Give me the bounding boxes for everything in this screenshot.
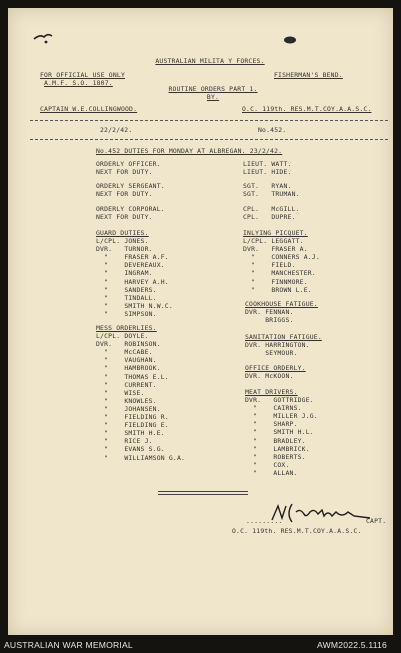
duty-assignee: CPL. McGILL. (243, 205, 300, 213)
list-item: DVR. McKOON. (245, 372, 294, 380)
list-item: " SIMPSON. (96, 309, 157, 318)
list-item: " JOHANSEN. (96, 404, 161, 413)
list-item: " HAMBROOK. (96, 364, 161, 373)
official-use-line: FOR OFFICIAL USE ONLY (40, 71, 125, 79)
location: FISHERMAN'S BEND. (274, 71, 343, 79)
list-item: " WILLIAMSON G.A. (96, 453, 186, 462)
list-item: " SMITH H.E. (96, 429, 165, 438)
list-item: " EVANS S.G. (96, 445, 165, 454)
list-item: L/CPL. DOYLE. (96, 332, 149, 340)
sanitation-title: SANITATION FATIGUE. (245, 333, 322, 341)
list-item: " MILLER J.G. (245, 412, 318, 421)
duty-assignee: CPL. DUPRE. (243, 213, 296, 221)
list-item: " VAUGHAN. (96, 356, 157, 365)
list-item: " WISE. (96, 388, 145, 397)
divider (30, 120, 388, 121)
list-item: DVR. HARRINGTON. (245, 341, 310, 349)
list-item: DVR. FRASER A. (243, 245, 308, 254)
list-item: " MANCHESTER. (243, 269, 316, 278)
list-item: DVR. FENNAN. (245, 308, 294, 316)
duty-assignee: SGT. TRUMAN. (243, 190, 300, 198)
list-item: " THOMAS E.L. (96, 372, 169, 381)
list-item: " CONNERS A.J. (243, 253, 320, 262)
divider (158, 491, 248, 492)
company-name: O.C. 119th. RES.M.T.COY.A.A.S.C. (242, 105, 372, 113)
captain-name: CAPTAIN W.E.COLLINGWOOD. (40, 105, 138, 113)
list-item: L/CPL. JONES. (96, 237, 149, 245)
list-item: DVR. ROBINSON. (96, 340, 161, 349)
signature-rank: CAPT. (366, 517, 387, 525)
document-title: AUSTRALIAN MILITA Y FORCES. (155, 57, 265, 65)
list-item: " FIELD. (243, 261, 296, 270)
duty-label: NEXT FOR DUTY. (96, 213, 153, 221)
list-item: " FINNMORE. (243, 277, 308, 286)
ink-mark (280, 34, 300, 46)
picquet-title: INLYING PICQUET. (243, 229, 308, 237)
list-item: DVR. GOTTRIDGE. (245, 396, 314, 404)
official-use-ref: A.M.F. S.O. 1807. (44, 79, 113, 87)
orders-subtitle: BY. (206, 93, 220, 101)
meat-drivers-title: MEAT DRIVERS. (245, 388, 298, 396)
document-number: No.452. (258, 126, 287, 134)
duty-label: ORDERLY OFFICER. (96, 160, 161, 168)
footer-reference: AWM2022.5.1116 (317, 640, 387, 650)
document-date: 22/2/42. (100, 126, 133, 134)
list-item: BRIGGS. (245, 316, 294, 325)
list-item: " SHARP. (245, 420, 298, 429)
list-item: " CAIRNS. (245, 404, 302, 413)
divider (158, 494, 248, 495)
list-item: " CURRENT. (96, 380, 157, 389)
list-item: " FRASER A.F. (96, 253, 169, 262)
list-item: " INGRAM. (96, 269, 153, 278)
list-item: " DEVEREAUX. (96, 261, 165, 270)
list-item: " SMITH H.L. (245, 428, 314, 437)
duty-assignee: LIEUT. WATT. (243, 160, 292, 168)
list-item: " TINDALL. (96, 293, 157, 302)
office-orderly-title: OFFICE ORDERLY. (245, 364, 306, 372)
cookhouse-title: COOKHOUSE FATIGUE. (245, 300, 318, 308)
duty-label: NEXT FOR DUTY. (96, 190, 153, 198)
footer-source: AUSTRALIAN WAR MEMORIAL (4, 640, 133, 650)
list-item: " McCABE. (96, 348, 153, 357)
list-item: " ALLAN. (245, 468, 298, 477)
list-item: " FIELDING E. (96, 421, 169, 430)
list-item: " COX. (245, 460, 290, 469)
list-item: DVR. TURNOR. (96, 245, 153, 254)
list-item: " BROWN L.E. (243, 285, 312, 294)
signature-handwritten (266, 500, 376, 530)
duty-assignee: SGT. RYAN. (243, 182, 292, 190)
mess-orderlies-title: MESS ORDERLIES. (96, 324, 157, 332)
duty-assignee: LIEUT. HIDE. (243, 168, 292, 176)
signature-position: O.C. 119th. RES.M.T.COY.A.A.S.C. (232, 527, 362, 535)
list-item: " BRADLEY. (245, 436, 306, 445)
list-item: " ROBERTS. (245, 452, 306, 461)
duty-label: NEXT FOR DUTY. (96, 168, 153, 176)
list-item: " HARVEY A.H. (96, 277, 169, 286)
list-item: SEYMOUR. (245, 349, 298, 358)
list-item: " KNOWLES. (96, 396, 157, 405)
list-item: " RICE J. (96, 437, 153, 446)
list-item: L/CPL. LEGGATT. (243, 237, 304, 245)
ink-mark (32, 30, 54, 44)
duty-label: ORDERLY CORPORAL. (96, 205, 165, 213)
list-item: " LAMBRICK. (245, 444, 310, 453)
orders-title: ROUTINE ORDERS PART 1. (168, 85, 258, 93)
divider (30, 139, 388, 140)
list-item: " SANDERS. (96, 285, 157, 294)
duty-label: ORDERLY SERGEANT. (96, 182, 165, 190)
list-item: " SMITH N.W.C. (96, 301, 173, 310)
list-item: " FIELDING R. (96, 413, 169, 421)
duties-heading: No.452 DUTIES FOR MONDAY AT ALBREGAN. 23/2/42. (96, 147, 283, 155)
document-page (8, 8, 393, 635)
guard-duties-title: GUARD DUTIES. (96, 229, 149, 237)
